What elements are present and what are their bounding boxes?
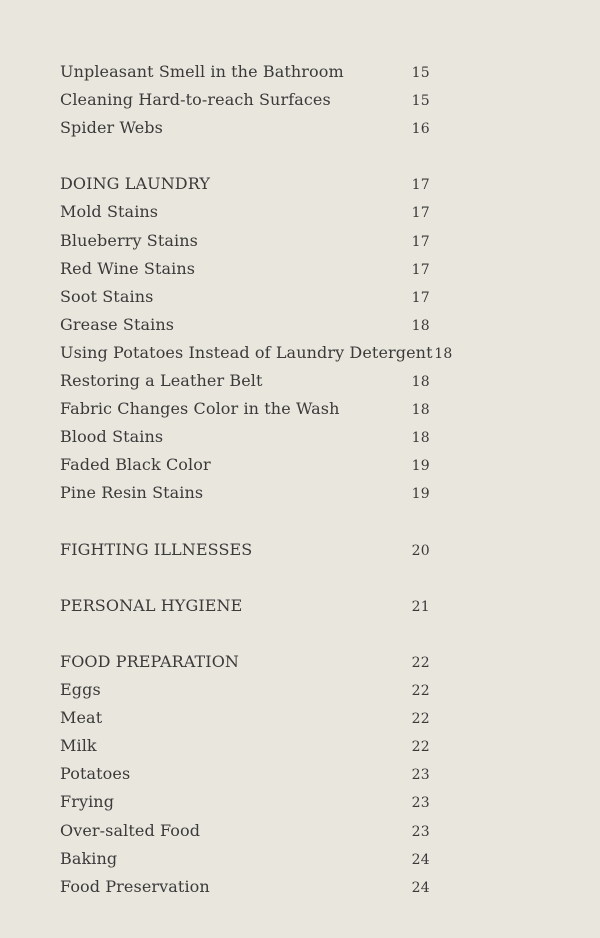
toc-page-number: 22	[411, 739, 430, 756]
toc-entry[interactable]	[60, 817, 430, 845]
toc-entry[interactable]	[60, 283, 430, 311]
toc-entry[interactable]	[60, 704, 430, 732]
toc-entry-title: Spider Webs	[60, 118, 163, 138]
toc-page-number: 18	[434, 345, 453, 362]
toc-entry[interactable]	[60, 873, 430, 901]
toc-entry-title: Blood Stains	[60, 427, 164, 447]
toc-entry-title: Mold Stains	[60, 202, 159, 222]
toc-page-number: 18	[411, 430, 430, 447]
toc-entry[interactable]	[60, 423, 430, 451]
toc-entry[interactable]	[60, 395, 430, 423]
toc-page-number: 17	[411, 177, 430, 194]
toc-page-number: 17	[411, 261, 430, 278]
toc-entry-title: FOOD PREPARATION	[60, 651, 240, 671]
toc-page-number: 22	[411, 683, 430, 700]
toc-page-number: 17	[411, 233, 430, 250]
toc-entry[interactable]	[60, 227, 430, 255]
toc-entry[interactable]	[60, 451, 430, 479]
toc-page-number: 22	[411, 711, 430, 728]
toc-entry-title: Fabric Changes Color in the Wash	[60, 399, 340, 419]
toc-entry[interactable]	[60, 845, 430, 873]
toc-section-heading[interactable]	[60, 536, 430, 564]
toc-page-number: 18	[411, 402, 430, 419]
toc-entry-title: Baking	[60, 848, 118, 868]
toc-entry-title: Pine Resin Stains	[60, 483, 204, 503]
toc-entry-title: Blueberry Stains	[60, 230, 198, 250]
toc-entry[interactable]	[60, 198, 430, 226]
toc-page-number: 23	[411, 823, 430, 840]
toc-entry[interactable]	[60, 788, 430, 816]
toc-page-number: 22	[411, 654, 430, 671]
toc-page-number: 16	[411, 121, 430, 138]
toc-entry[interactable]	[60, 479, 430, 507]
toc-entry[interactable]	[60, 676, 430, 704]
toc-page-number: 24	[411, 879, 430, 896]
toc-entry-title: Milk	[60, 736, 97, 756]
toc-page-number: 23	[411, 767, 430, 784]
toc-entry-title: Frying	[60, 792, 115, 812]
toc-page-number: 23	[411, 795, 430, 812]
toc-entry-title: Potatoes	[60, 764, 131, 784]
section-spacer	[60, 564, 430, 592]
toc-page-number: 21	[411, 598, 430, 615]
toc-page-number: 15	[411, 65, 430, 81]
toc-entry-title: Using Potatoes Instead of Laundry Detergent	[60, 342, 433, 362]
section-spacer	[60, 620, 430, 648]
toc-entry-title: Cleaning Hard-to-reach Surfaces	[60, 90, 331, 110]
toc-entry-title: Unpleasant Smell in the Bathroom	[60, 62, 344, 81]
toc-page-number: 24	[411, 851, 430, 868]
toc-entry[interactable]	[60, 86, 430, 114]
toc-page-number: 15	[411, 93, 430, 110]
toc-entry[interactable]	[60, 367, 430, 395]
toc-entry[interactable]	[60, 760, 430, 788]
toc-page-number: 17	[411, 289, 430, 306]
toc-page-number: 19	[411, 458, 430, 475]
toc-entry-title: Restoring a Leather Belt	[60, 371, 263, 391]
toc-section-heading[interactable]	[60, 170, 430, 198]
toc-entry[interactable]	[60, 255, 430, 283]
toc-entry-title: DOING LAUNDRY	[60, 174, 211, 194]
toc-entry-title: Soot Stains	[60, 286, 154, 306]
toc-page-number: 18	[411, 374, 430, 391]
toc-page-number: 17	[411, 205, 430, 222]
toc-entry-title: Meat	[60, 708, 103, 728]
toc-entry-title: FIGHTING ILLNESSES	[60, 539, 253, 559]
toc-entry[interactable]	[60, 58, 430, 86]
toc-entry[interactable]	[60, 339, 453, 367]
toc-section-heading[interactable]	[60, 592, 430, 620]
toc-entry[interactable]	[60, 732, 430, 760]
toc-entry[interactable]	[60, 311, 430, 339]
section-spacer	[60, 142, 430, 170]
toc-entry-title: Red Wine Stains	[60, 258, 196, 278]
toc-entry-title: PERSONAL HYGIENE	[60, 595, 243, 615]
toc-page-number: 19	[411, 486, 430, 503]
toc-entry-title: Grease Stains	[60, 314, 175, 334]
toc-entry-title: Food Preservation	[60, 876, 210, 896]
toc-entry[interactable]	[60, 114, 430, 142]
toc-page-number: 18	[411, 317, 430, 334]
toc-entry-title: Over-salted Food	[60, 820, 201, 840]
toc-page-number: 20	[411, 542, 430, 559]
toc-section-heading[interactable]	[60, 648, 430, 676]
toc-entry-title: Faded Black Color	[60, 455, 211, 475]
toc-entry-title: Eggs	[60, 680, 101, 700]
section-spacer	[60, 508, 430, 536]
table-of-contents	[60, 58, 453, 901]
